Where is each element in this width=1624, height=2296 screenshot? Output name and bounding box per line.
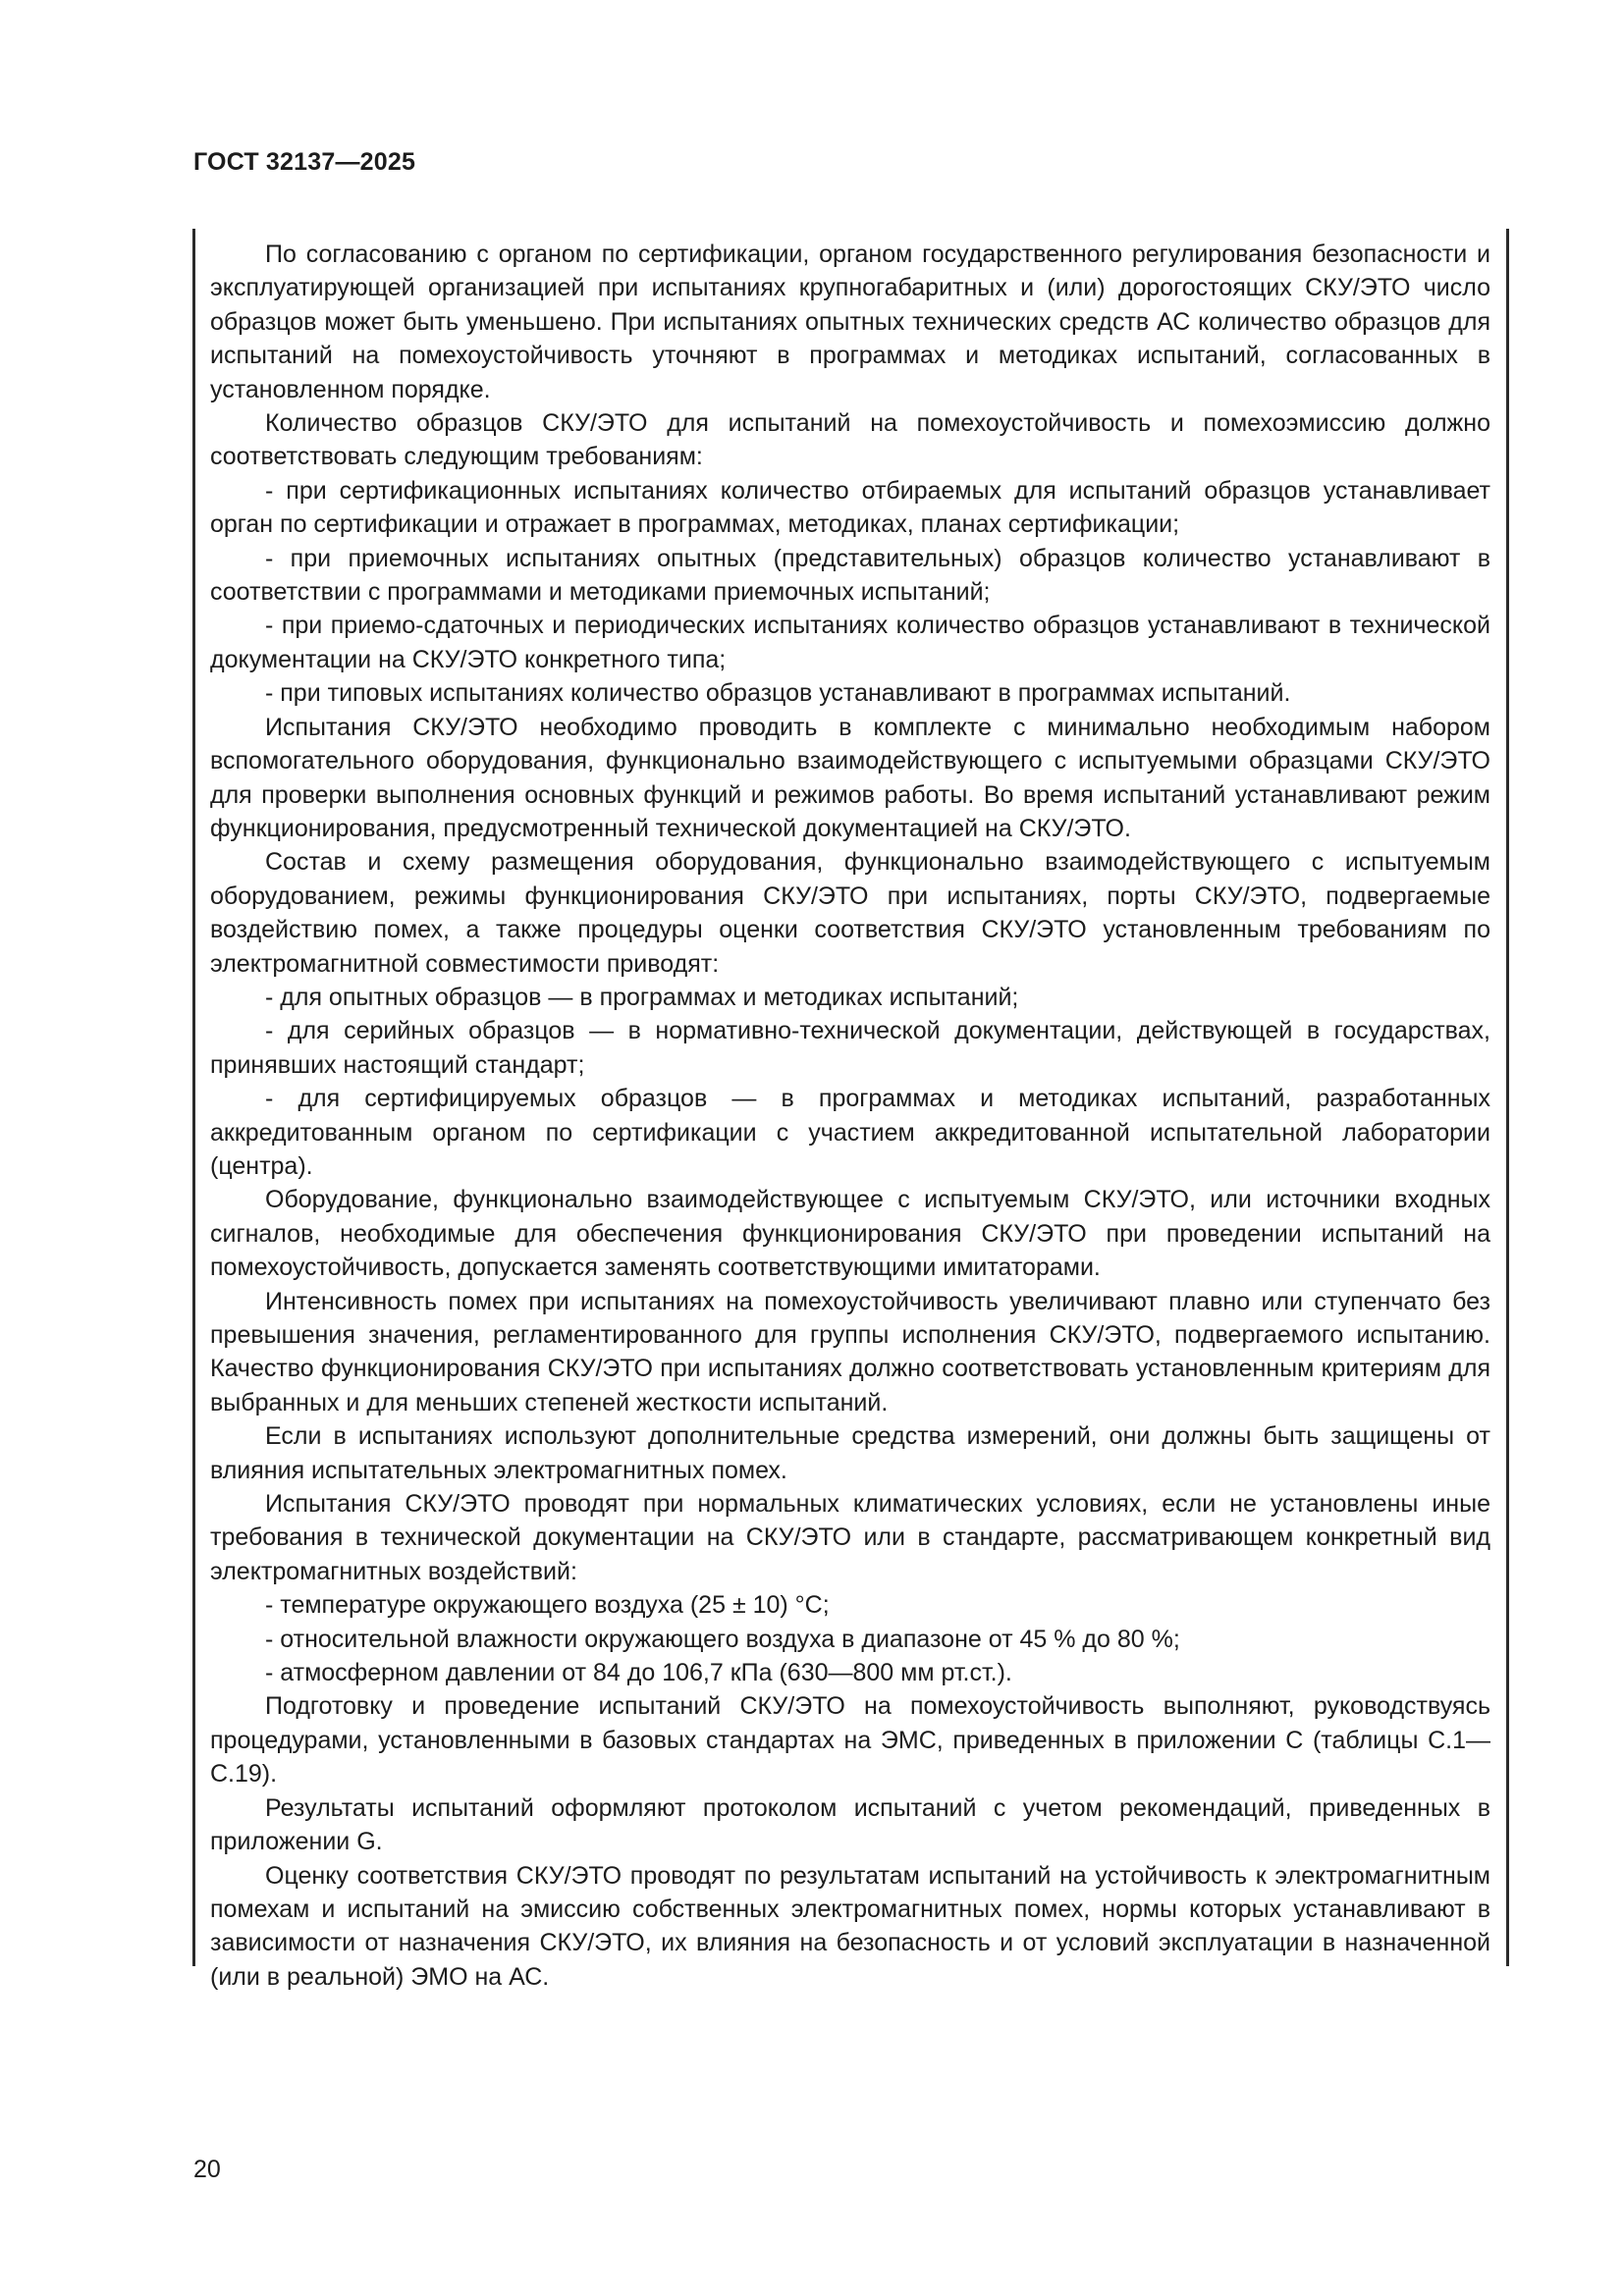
list-item-certified-samples: - для сертифицируемых образцов — в программах и методиках испытаний, разработанных аккредитованным органом по сертификации с участием аккредитованной испытательной лаборатории (центра). [210,1085,1490,1180]
list-item-acceptance-tests: - при приемочных испытаниях опытных (представительных) образцов количество устанавливают в соответствии с программами и методиками приемочных испытаний; [210,544,1490,607]
paragraph-equipment-layout: Состав и схему размещения оборудования, функционально взаимодействующего с испытуемым оборудованием, режимы функционирования СКУ/ЭТО при испытаниях, порты СКУ/ЭТО, подвергаемые воздействию помех, а также процедуры оценки соответствия СКУ/ЭТО установленным требованиям по электромагнитной совместимости приводят: [210,848,1490,978]
list-item-periodic-tests: - при приемо-сдаточных и периодических испытаниях количество образцов устанавливают в технической документации на СКУ/ЭТО конкретного типа; [210,612,1490,673]
paragraph-sample-requirements: Количество образцов СКУ/ЭТО для испытаний на помехоустойчивость и помехоэмиссию должно соответствовать следующим требованиям: [210,409,1490,471]
page-number: 20 [193,2156,221,2183]
list-item-temperature: - температуре окружающего воздуха (25 ± 10) °С; [265,1591,830,1620]
list-item-prototype-samples: - для опытных образцов — в программах и методиках испытаний; [265,983,1019,1011]
paragraph-interference-intensity: Интенсивность помех при испытаниях на помехоустойчивость увеличивают плавно или ступенчато без превышения значения, регламентированного для группы исполнения СКУ/ЭТО, подвергаемого испытанию. Качество функционирования СКУ/ЭТО при испытаниях должно соответствовать установленным критериям для выбранных и для меньших степеней жесткости испытаний. [210,1287,1490,1416]
paragraph-test-procedures: Подготовку и проведение испытаний СКУ/ЭТО на помехоустойчивость выполняют, руководствуясь процедурами, установленными в базовых стандартах на ЭМС, приведенных в приложении С (таблицы С.1—С.19). [210,1692,1490,1789]
paragraph-auxiliary-equipment: Испытания СКУ/ЭТО необходимо проводить в комплекте с минимально необходимым набором вспомогательного оборудования, функционально взаимодействующего с испытуемыми образцами СКУ/ЭТО для проверки выполнения основных функций и режимов работы. Во время испытаний устанавливают режим функционирования, предусмотренный технической документацией на СКУ/ЭТО. [210,713,1490,842]
paragraph-sample-reduction: По согласованию с органом по сертификации, органом государственного регулирования безопасности и эксплуатирующей организацией при испытаниях крупногабаритных и (или) дорогостоящих СКУ/ЭТО число образцов может быть уменьшено. При испытаниях опытных технических средств АС количество образцов для испытаний на помехоустойчивость уточняют в программах и методиках испытаний, согласованных в установленном порядке. [210,240,1490,403]
list-item-serial-samples: - для серийных образцов — в нормативно-технической документации, действующей в государствах, принявших настоящий стандарт; [210,1017,1490,1079]
paragraph-test-report: Результаты испытаний оформляют протоколом испытаний с учетом рекомендаций, приведенных в приложении G. [210,1793,1490,1856]
paragraph-measurement-protection: Если в испытаниях используют дополнительные средства измерений, они должны быть защищены от влияния испытательных электромагнитных помех. [210,1422,1490,1484]
list-item-certification-tests: - при сертификационных испытаниях количество отбираемых для испытаний образцов устанавливает орган по сертификации и отражает в программах, методиках, планах сертификации; [210,476,1490,539]
list-item-humidity: - относительной влажности окружающего воздуха в диапазоне от 45 % до 80 %; [265,1625,1180,1653]
document-header: ГОСТ 32137—2025 [193,148,416,176]
list-item-type-tests: - при типовых испытаниях количество образцов устанавливают в программах испытаний. [265,679,1291,708]
list-item-pressure: - атмосферном давлении от 84 до 106,7 кПа (630—800 мм рт.ст.). [265,1659,1012,1687]
right-margin-rule [1506,229,1509,1966]
paragraph-simulators: Оборудование, функционально взаимодействующее с испытуемым СКУ/ЭТО, или источники входных сигналов, необходимые для обеспечения функционирования СКУ/ЭТО при проведении испытаний на помехоустойчивость, допускается заменять соответствующими имитаторами. [210,1186,1490,1282]
left-margin-rule [192,229,195,1966]
paragraph-conformity-assessment: Оценку соответствия СКУ/ЭТО проводят по результатам испытаний на устойчивость к электромагнитным помехам и испытаний на эмиссию собственных электромагнитных помех, нормы которых устанавливают в зависимости от назначения СКУ/ЭТО, их влияния на безопасность и от условий эксплуатации в назначенной (или в реальной) ЭМО на АС. [210,1861,1490,1991]
paragraph-climatic-conditions: Испытания СКУ/ЭТО проводят при нормальных климатических условиях, если не установлены иные требования в технической документации на СКУ/ЭТО или в стандарте, рассматривающем конкретный вид электромагнитных воздействий: [210,1490,1490,1585]
document-body [210,238,1490,1994]
